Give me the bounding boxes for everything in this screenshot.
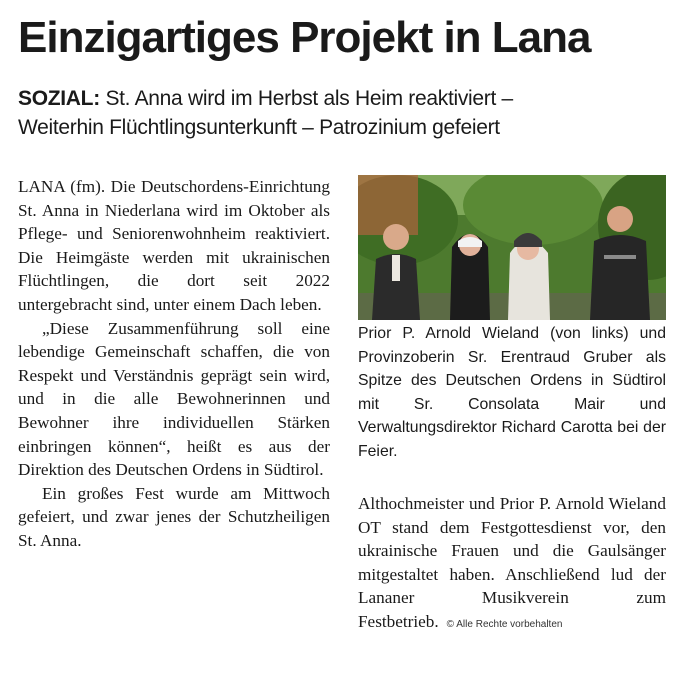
subheadline-line-2: Weiterhin Flüchtlingsunterkunft – Patrozinium gefeiert: [18, 116, 500, 139]
section-kicker: SOZIAL:: [18, 87, 100, 110]
article-paragraph-3: Ein großes Fest wurde am Mittwoch gefeiert, und zwar jenes der Schutzheiligen St. Anna.: [18, 483, 330, 550]
article-paragraph-1: LANA (fm). Die Deutschordens-Einrichtung St. Anna in Niederlana wird im Oktober als Pflege- und Seniorenwohnheim reaktiviert. Die Heimgäste werden mit ukrainischen Flüchtlingen, die dort seit 2022 untergebracht sind, unter einem Dach leben.: [18, 177, 330, 314]
article-headline: Einzigartiges Projekt in Lana: [18, 13, 591, 62]
article-paragraph-2: „Diese Zusammenführung soll eine lebendige Gemeinschaft schaffen, die von Respekt und Verständnis geprägt sein wird, und in die alle Bewohnerinnen und Bewohner ihre individuellen Stärken einbringen können“, heißt es aus der Direktion des Deutschen Ordens in Südtirol.: [18, 318, 330, 480]
group-photo-illustration: [358, 175, 666, 320]
person-2: [450, 234, 490, 320]
subheadline-line-1: [18, 84, 678, 113]
article-paragraph-4: [358, 492, 666, 637]
copyright-notice: © Alle Rechte vorbehalten: [446, 618, 563, 630]
subheadline-text-1: St. Anna wird im Herbst als Heim reaktiviert –: [105, 87, 513, 110]
article-paragraph-4-text: Althochmeister und Prior P. Arnold Wieland OT stand dem Festgottesdienst vor, den ukrainische Frauen und die Gaulsänger mitgestaltet haben. Anschließend lud der Lananer Musikverein zum Festbetrieb.: [358, 494, 666, 631]
article-column-right: [358, 492, 666, 637]
article-column-left: [18, 175, 330, 553]
photo-caption: Prior P. Arnold Wieland (von links) und Provinzoberin Sr. Erentraud Gruber als Spitze des Deutschen Ordens in Südtirol mit Sr. Consolata Mair und Verwaltungsdirektor Richard Carotta bei der Feier.: [358, 325, 666, 460]
article-photo: [358, 175, 666, 320]
article-subheadline: [18, 84, 678, 142]
